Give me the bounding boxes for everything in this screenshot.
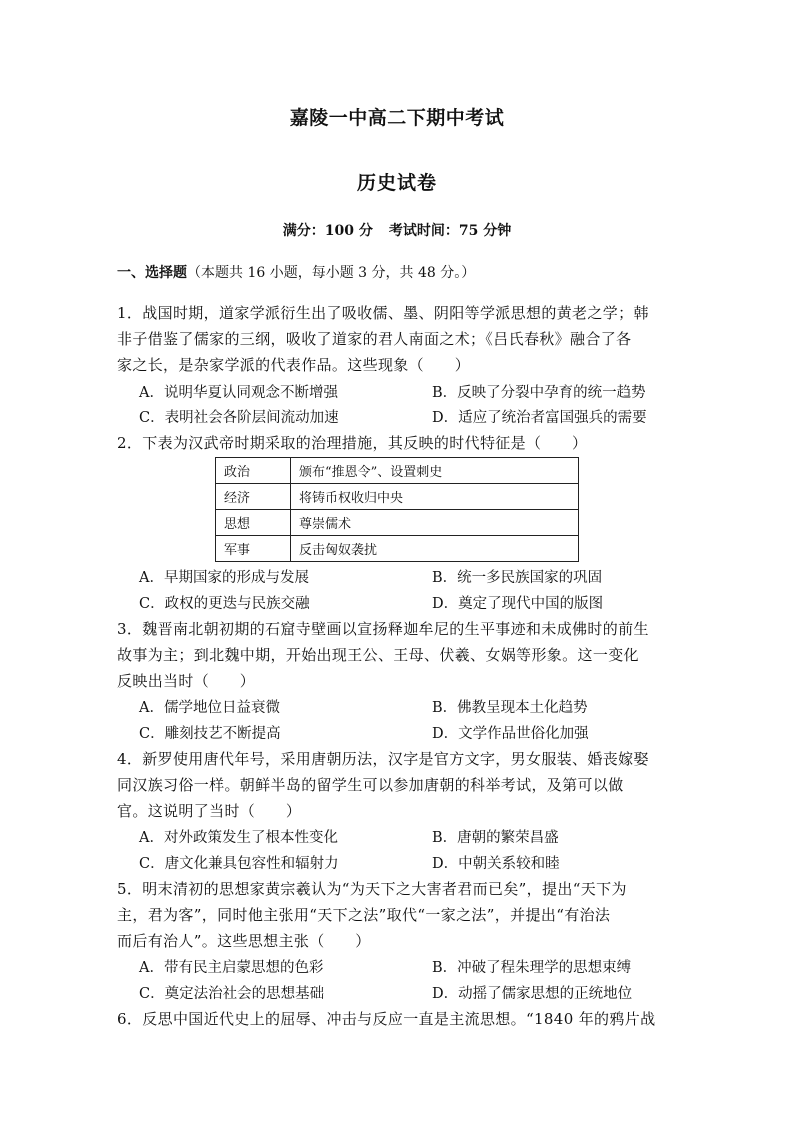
- question-3-line-1: 3．魏晋南北朝初期的石窟寺壁画以宣扬释迦牟尼的生平事迹和未成佛时的前生: [117, 620, 649, 638]
- table-cell-measure: 反击匈奴袭扰: [291, 536, 579, 562]
- question-1-option-c: C．表明社会各阶层间流动加速: [139, 410, 339, 426]
- table-cell-measure: 将铸币权收归中央: [291, 484, 579, 510]
- question-3-option-d: D．文学作品世俗化加强: [432, 726, 589, 742]
- question-5-line-2: 主，君为客”，同时他主张用“天下之法”取代“一家之法”，并提出“有治法: [117, 906, 611, 924]
- question-1-option-a: A．说明华夏认同观念不断增强: [139, 385, 338, 401]
- table-row: [216, 510, 579, 536]
- question-2-option-c: C．政权的更迭与民族交融: [139, 596, 310, 612]
- question-1-option-b: B．反映了分裂中孕育的统一趋势: [432, 385, 646, 401]
- question-5-line-1: 5．明末清初的思想家黄宗羲认为“为天下之大害者君而已矣”，提出“天下为: [117, 880, 627, 898]
- question-1-line-3: 家之长，是杂家学派的代表作品。这些现象（ ）: [117, 356, 471, 374]
- question-1-line-2: 非子借鉴了儒家的三纲，吸收了道家的君人南面之术；《吕氏春秋》融合了各: [117, 330, 632, 348]
- policy-table: [215, 457, 579, 562]
- question-2-option-a: A．早期国家的形成与发展: [139, 570, 309, 586]
- question-2-option-b: B．统一多民族国家的巩固: [432, 570, 603, 586]
- table-cell-category: 经济: [216, 484, 291, 510]
- question-2-line-1: 2．下表为汉武帝时期采取的治理措施，其反映的时代特征是（ ）: [117, 434, 588, 452]
- full-score: 满分：100 分: [282, 223, 373, 239]
- table-row: [216, 536, 579, 562]
- question-3-option-a: A．儒学地位日益衰微: [139, 700, 280, 716]
- question-6-line-1: 6．反思中国近代史上的屈辱、冲击与反应一直是主流思想。“1840 年的鸦片战: [117, 1010, 656, 1028]
- table-row: [216, 484, 579, 510]
- question-3-option-c: C．雕刻技艺不断提高: [139, 726, 281, 742]
- exam-title: 嘉陵一中高二下期中考试: [289, 107, 505, 129]
- question-2-option-d: D．奠定了现代中国的版图: [432, 596, 604, 612]
- question-4-line-1: 4．新罗使用唐代年号，采用唐朝历法，汉字是官方文字，男女服装、婚丧嫁娶: [117, 750, 649, 768]
- exam-time: 考试时间：75 分钟: [388, 223, 512, 239]
- question-5-option-d: D．动摇了儒家思想的正统地位: [432, 986, 633, 1002]
- question-4-option-b: B．唐朝的繁荣昌盛: [432, 830, 559, 846]
- subject-title: 历史试卷: [356, 172, 437, 194]
- exam-meta: [0, 220, 794, 240]
- table-cell-category: 政治: [216, 458, 291, 484]
- question-5-option-a: A．带有民主启蒙思想的色彩: [139, 960, 324, 976]
- question-1-line-1: 1．战国时期，道家学派衍生出了吸收儒、墨、阴阳等学派思想的黄老之学；韩: [117, 304, 649, 322]
- question-1-option-d: D．适应了统治者富国强兵的需要: [432, 410, 647, 426]
- section-title: 一、选择题: [117, 265, 187, 281]
- question-5-option-b: B．冲破了程朱理学的思想束缚: [432, 960, 632, 976]
- table-cell-measure: 尊崇儒术: [291, 510, 579, 536]
- question-3-line-3: 反映出当时（ ）: [117, 672, 256, 690]
- table-cell-category: 思想: [216, 510, 291, 536]
- table-cell-measure: 颁布“推恩令”、设置刺史: [291, 458, 579, 484]
- question-5-option-c: C．奠定法治社会的思想基础: [139, 986, 325, 1002]
- table-row: [216, 458, 579, 484]
- question-4-option-d: D．中朝关系较和睦: [432, 856, 560, 872]
- section-note: （本题共 16 小题，每小题 3 分，共 48 分。）: [187, 265, 476, 281]
- table-cell-category: 军事: [216, 536, 291, 562]
- section-heading: [117, 262, 475, 282]
- question-3-line-2: 故事为主；到北魏中期，开始出现王公、王母、伏羲、女娲等形象。这一变化: [117, 646, 639, 664]
- question-4-option-a: A．对外政策发生了根本性变化: [139, 830, 338, 846]
- question-4-line-3: 官。这说明了当时（ ）: [117, 802, 302, 820]
- question-3-option-b: B．佛教呈现本土化趋势: [432, 700, 588, 716]
- question-5-line-3: 而后有治人”。这些思想主张（ ）: [117, 932, 371, 950]
- question-4-line-2: 同汉族习俗一样。朝鲜半岛的留学生可以参加唐朝的科举考试，及第可以做: [117, 776, 624, 794]
- question-4-option-c: C．唐文化兼具包容性和辐射力: [139, 856, 339, 872]
